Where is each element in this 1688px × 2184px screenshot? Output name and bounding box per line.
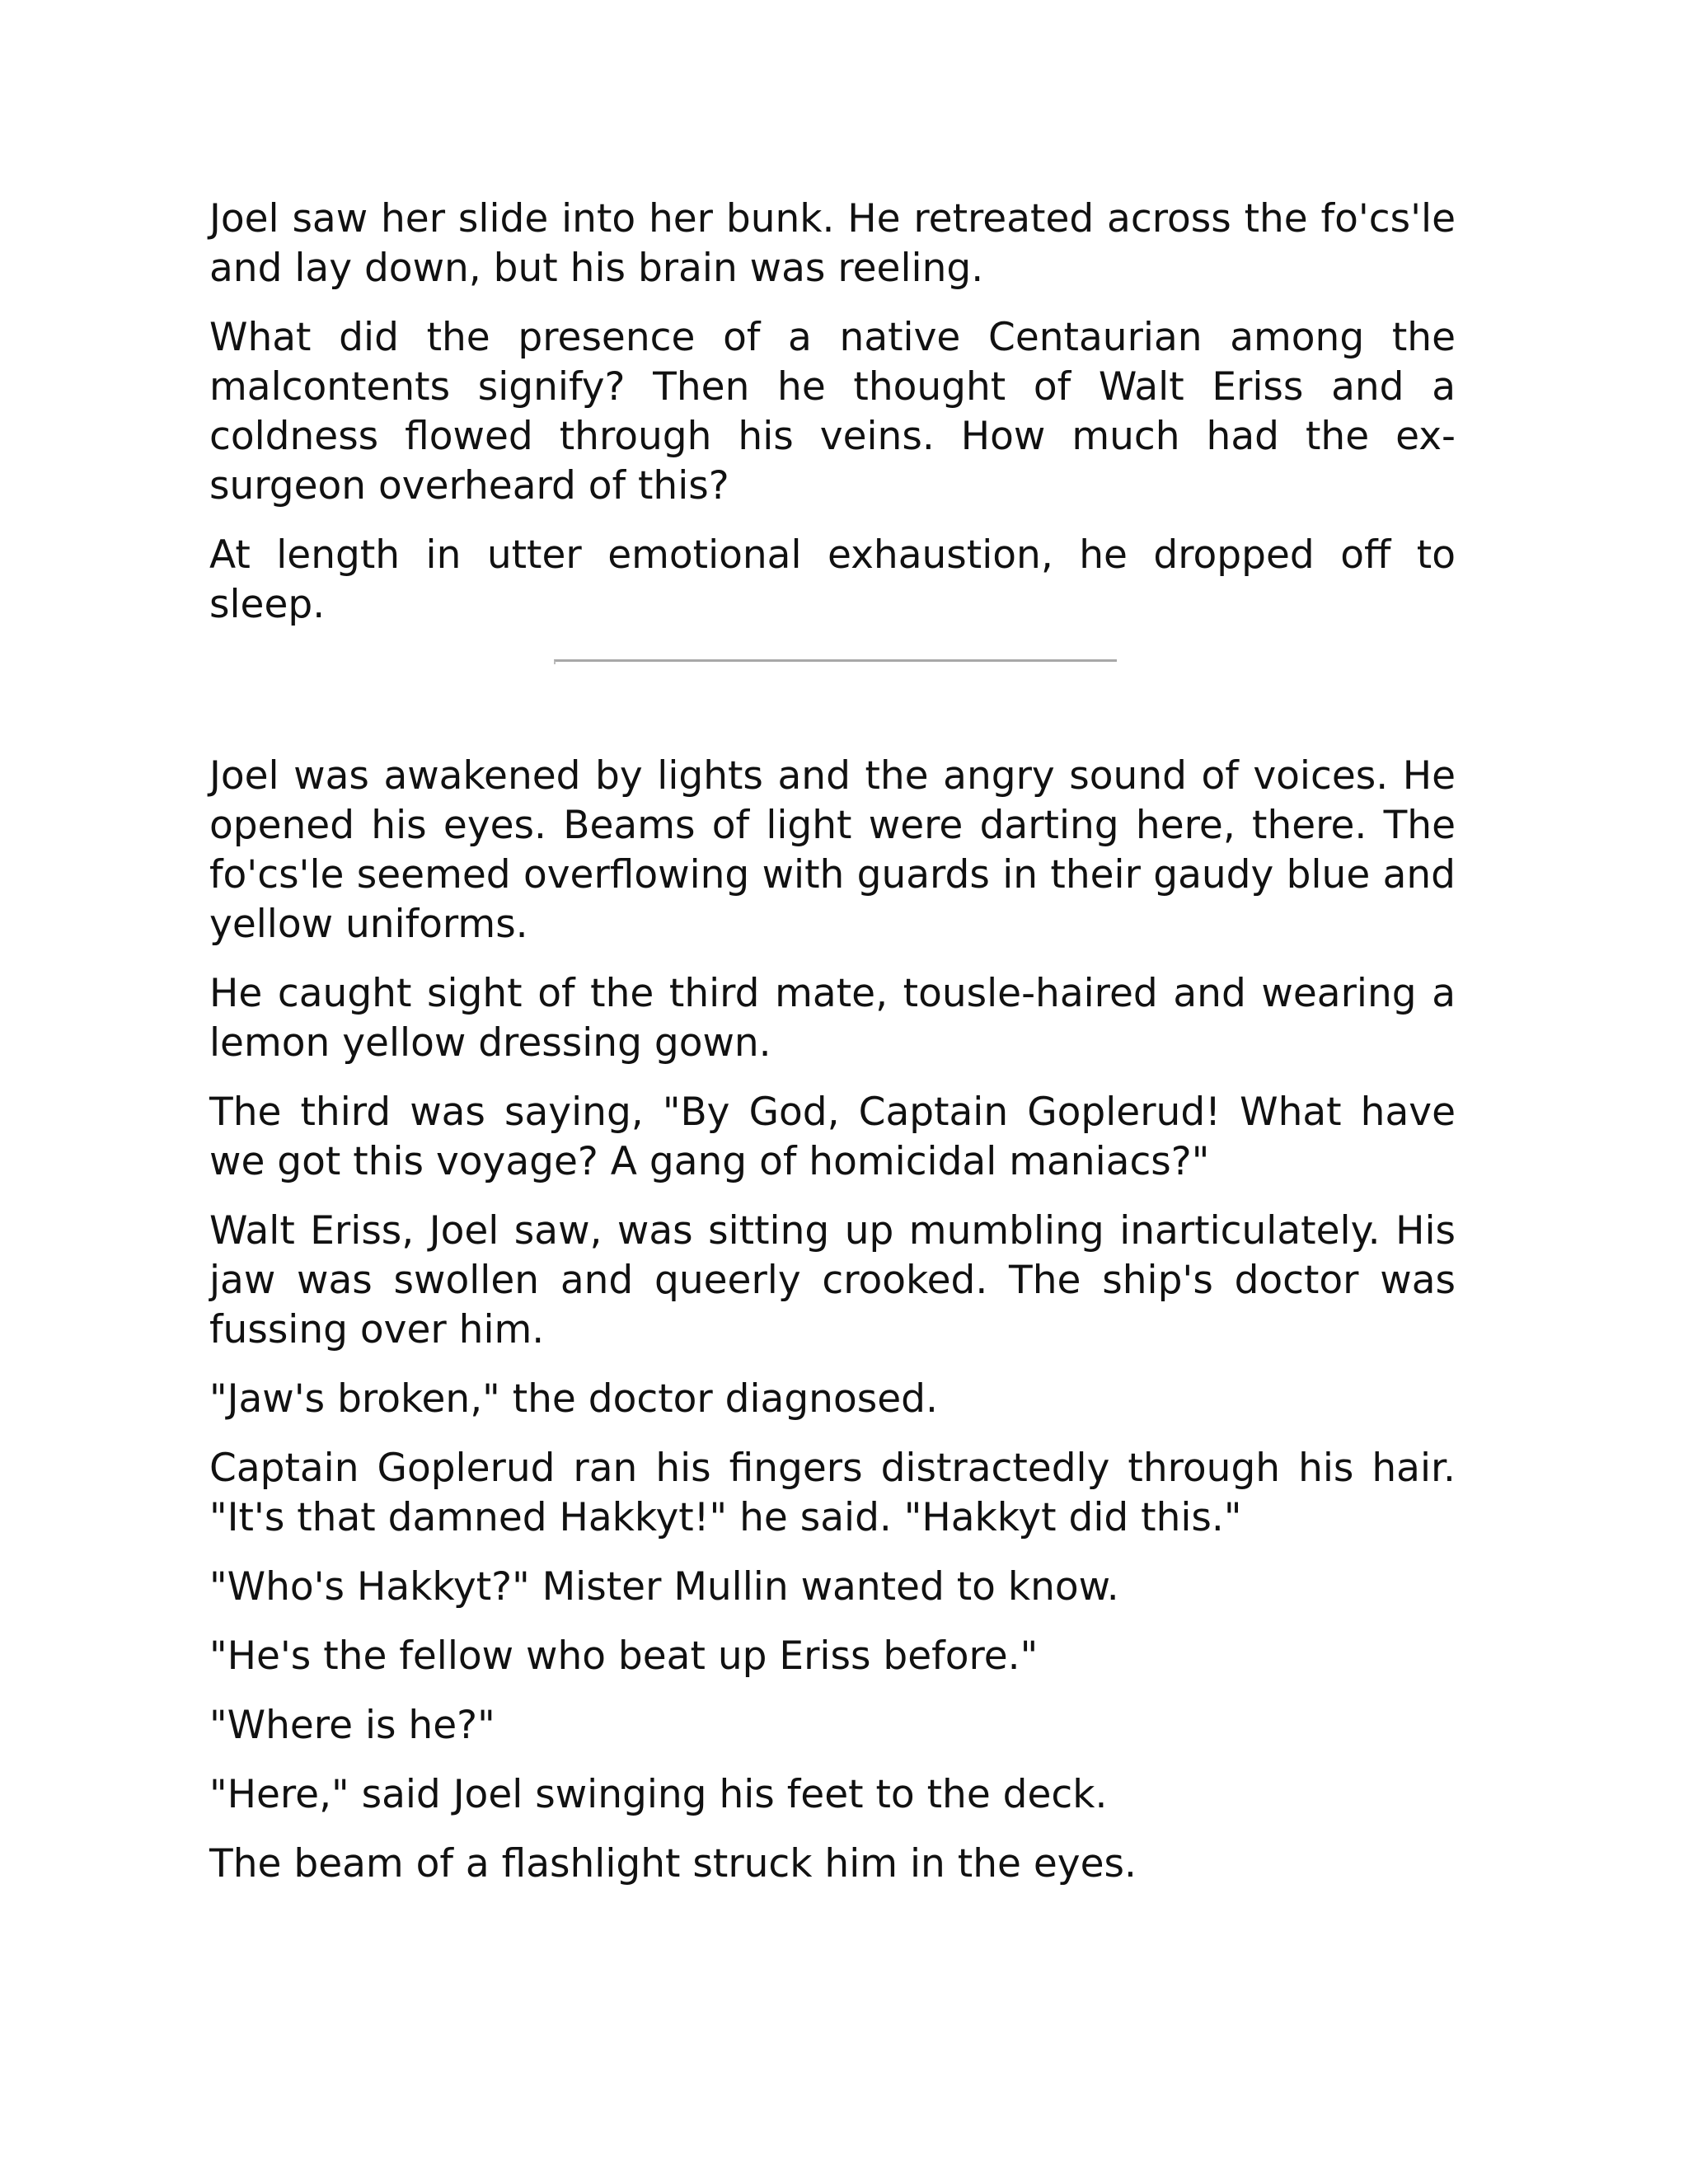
section-two (209, 752, 1456, 1909)
paragraph: The beam of a flashlight struck him in the eyes. (209, 1841, 1137, 1886)
paragraph: "Here," said Joel swinging his feet to the deck. (209, 1772, 1108, 1817)
paragraph: Joel was awakened by lights and the angry sound of voices. He opened his eyes. Beams of light were darting here, there. The fo'cs'le seemed overflowing with guards in their gaudy blue and yellow uniforms. (209, 753, 1456, 947)
section-one (209, 194, 1456, 649)
paragraph: "Where is he?" (209, 1703, 495, 1748)
paragraph: Captain Goplerud ran his fingers distractedly through his hair. "It's that damned Hakkyt!" he said. "Hakkyt did this." (209, 1446, 1456, 1540)
paragraph: "Jaw's broken," the doctor diagnosed. (209, 1376, 938, 1422)
paragraph: He caught sight of the third mate, tousle-haired and wearing a lemon yellow dressing gown. (209, 971, 1456, 1066)
paragraph: At length in utter emotional exhaustion, he dropped off to sleep. (209, 532, 1456, 627)
paragraph: Walt Eriss, Joel saw, was sitting up mumbling inarticulately. His jaw was swollen and queerly crooked. The ship's doctor was fussing over him. (209, 1208, 1456, 1352)
section-divider (554, 659, 1117, 664)
paragraph: The third was saying, "By God, Captain Goplerud! What have we got this voyage? A gang of homicidal maniacs?" (209, 1090, 1456, 1184)
paragraph: Joel saw her slide into her bunk. He retreated across the fo'cs'le and lay down, but his brain was reeling. (209, 196, 1456, 291)
paragraph: What did the presence of a native Centaurian among the malcontents signify? Then he thought of Walt Eriss and a coldness flowed through his veins. How much had the ex-surgeon overheard of this? (209, 315, 1456, 509)
paragraph: "He's the fellow who beat up Eriss before." (209, 1633, 1039, 1679)
paragraph: "Who's Hakkyt?" Mister Mullin wanted to know. (209, 1564, 1119, 1610)
